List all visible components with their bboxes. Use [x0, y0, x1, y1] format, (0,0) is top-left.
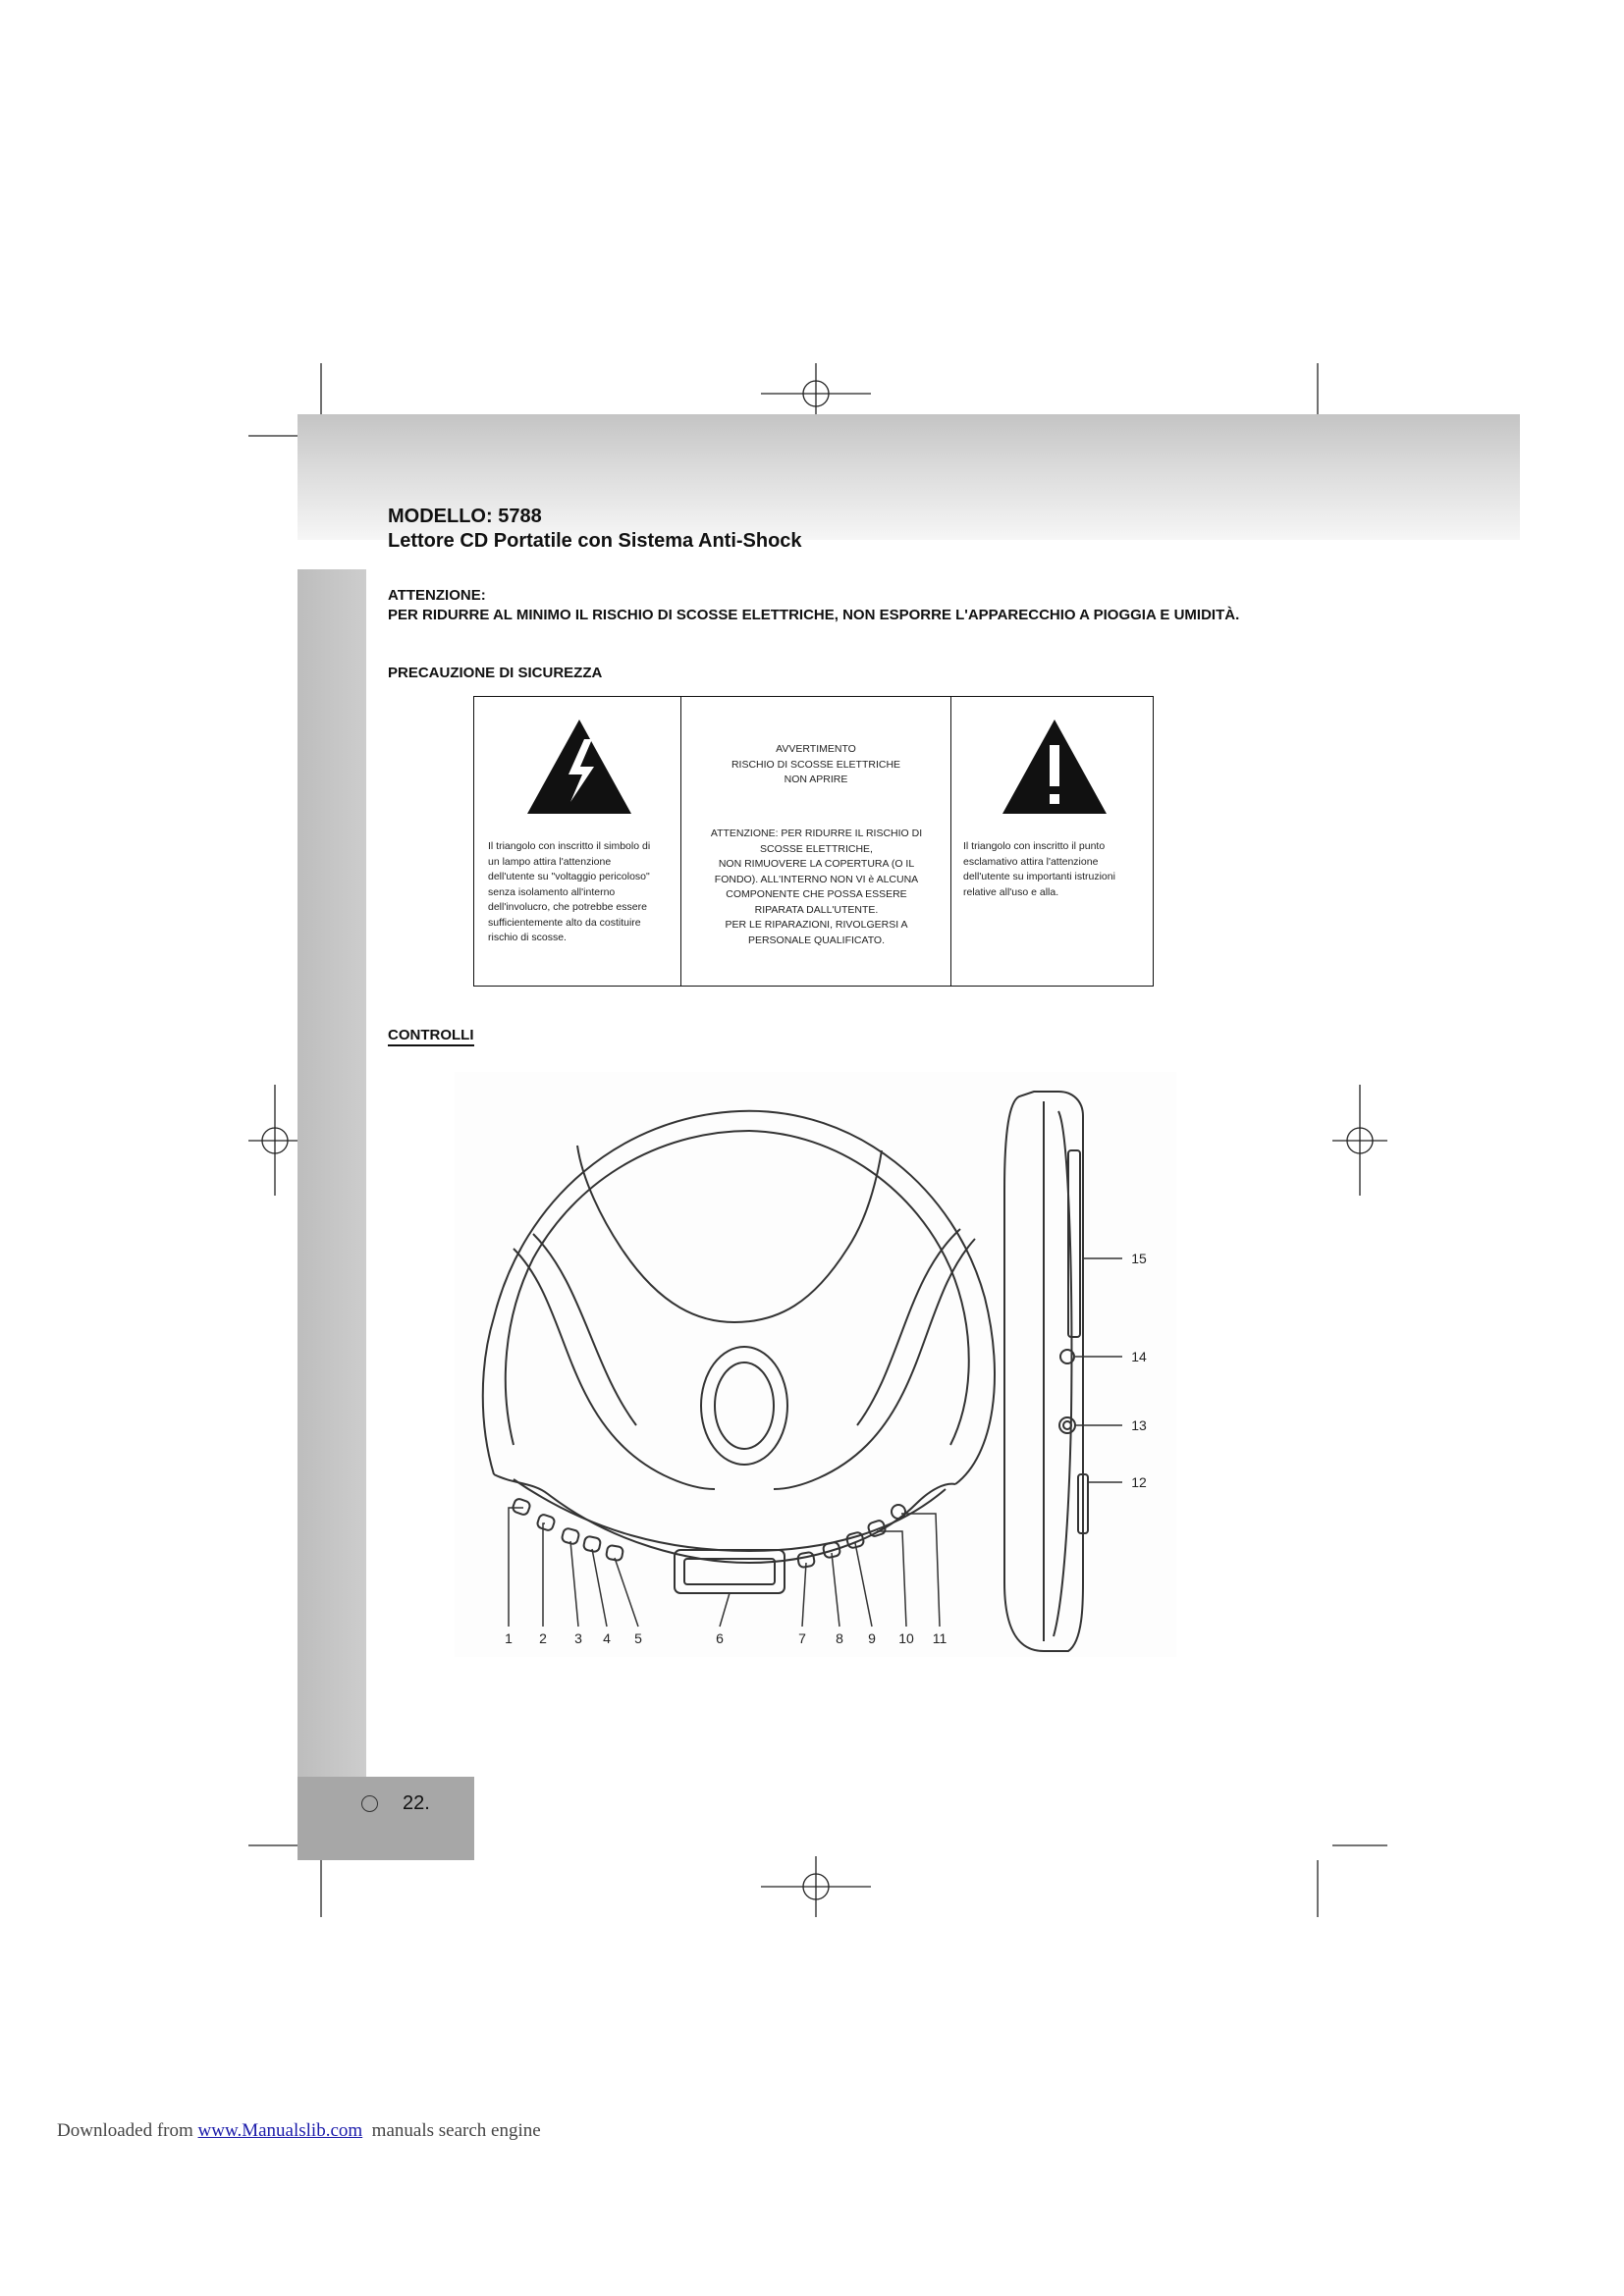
top-swoosh — [577, 1146, 882, 1322]
attention-label: ATTENZIONE: — [388, 587, 486, 604]
right-swoosh — [774, 1239, 975, 1489]
manualslib-link[interactable]: www.Manualslib.com — [197, 2120, 363, 2141]
page-number: 22. — [403, 1792, 430, 1814]
lightning-triangle-icon — [525, 718, 633, 816]
exclamation-triangle-icon — [1001, 718, 1109, 816]
button-2 — [536, 1514, 556, 1531]
exclamation-cell — [951, 697, 1155, 986]
text-line: ATTENZIONE: PER RIDURRE IL RISCHIO DI — [710, 828, 923, 839]
safety-warning-table — [473, 696, 1154, 987]
text-line: NON APRIRE — [784, 774, 848, 785]
warning-center-cell — [681, 697, 951, 986]
safety-heading: PRECAUZIONE DI SICUREZZA — [388, 665, 603, 681]
text-line: esclamativo attira l'attenzione — [963, 855, 1099, 868]
text-line: NON RIMUOVERE LA COPERTURA (O IL — [718, 858, 915, 870]
text-line: PER LE RIPARAZIONI, RIVOLGERSI A — [725, 919, 908, 931]
footer-prefix: Downloaded from — [57, 2120, 198, 2141]
warning-header — [681, 742, 950, 788]
text-line: dell'involucro, che potrebbe essere — [488, 901, 647, 913]
text-line: relative all'uso e alla. — [963, 885, 1059, 898]
lightning-description — [488, 839, 675, 946]
callout-5: 5 — [634, 1630, 642, 1646]
footer-suffix: manuals search engine — [362, 2120, 541, 2141]
text-line: PERSONALE QUALIFICATO. — [747, 934, 886, 946]
warning-body — [689, 827, 944, 948]
callout-13: 13 — [1131, 1417, 1147, 1433]
exclamation-description — [963, 839, 1145, 900]
side-jack-13 — [1059, 1417, 1075, 1433]
text-line: RISCHIO DI SCOSSE ELETTRICHE — [731, 758, 901, 771]
attention-text: PER RIDURRE AL MINIMO IL RISCHIO DI SCOSSE ELETTRICHE, NON ESPORRE L'APPARECCHIO A PIOGGIA E UMIDITÀ. — [388, 607, 1240, 623]
language-circle-icon — [361, 1795, 378, 1812]
text-line: Il triangolo con inscritto il punto — [963, 840, 1106, 852]
left-swoosh — [514, 1249, 715, 1489]
text-line: RIPARATA DALL'UTENTE. — [754, 903, 879, 916]
download-footer — [57, 2120, 541, 2142]
text-line: COMPONENTE CHE POSSA ESSERE — [726, 888, 907, 900]
page-tab — [298, 1777, 474, 1860]
text-line: dell'utente su importanti istruzioni — [963, 871, 1115, 882]
text-line: un lampo attira l'attenzione — [488, 855, 612, 868]
text-line: dell'utente su "voltaggio pericoloso" — [488, 871, 650, 882]
controls-heading: CONTROLLI — [388, 1027, 474, 1046]
callout-3: 3 — [574, 1630, 582, 1646]
product-title: Lettore CD Portatile con Sistema Anti-Shock — [388, 530, 802, 552]
cd-player-diagram — [455, 1072, 1176, 1657]
text-line: FONDO). ALL'INTERNO NON VI è ALCUNA — [714, 873, 919, 885]
callout-4: 4 — [603, 1630, 611, 1646]
callout-7: 7 — [798, 1630, 806, 1646]
button-11 — [892, 1505, 905, 1519]
text-line: senza isolamento all'interno — [488, 885, 616, 898]
center-window-inner — [715, 1362, 774, 1449]
lid-inner-ring — [506, 1131, 969, 1445]
text-line: SCOSSE ELETTRICHE, — [760, 842, 873, 855]
player-body — [483, 1111, 995, 1484]
callout-6: 6 — [716, 1630, 724, 1646]
callout-1: 1 — [505, 1630, 513, 1646]
callout-9: 9 — [868, 1630, 876, 1646]
callout-8: 8 — [836, 1630, 843, 1646]
model-title: MODELLO: 5788 — [388, 506, 542, 527]
callout-10: 10 — [898, 1630, 914, 1646]
text-line: Il triangolo con inscritto il simbolo di — [488, 840, 651, 852]
callout-14: 14 — [1131, 1349, 1147, 1364]
callout-2: 2 — [539, 1630, 547, 1646]
text-line: AVVERTIMENTO — [776, 743, 856, 755]
callout-11: 11 — [932, 1630, 947, 1646]
button-1 — [512, 1498, 531, 1517]
text-line: sufficientemente alto da costituire — [488, 916, 641, 929]
callout-12: 12 — [1131, 1474, 1147, 1490]
callout-15: 15 — [1131, 1251, 1147, 1266]
text-line: rischio di scosse. — [488, 932, 567, 943]
lightning-cell — [474, 697, 681, 986]
side-band — [298, 569, 366, 1777]
